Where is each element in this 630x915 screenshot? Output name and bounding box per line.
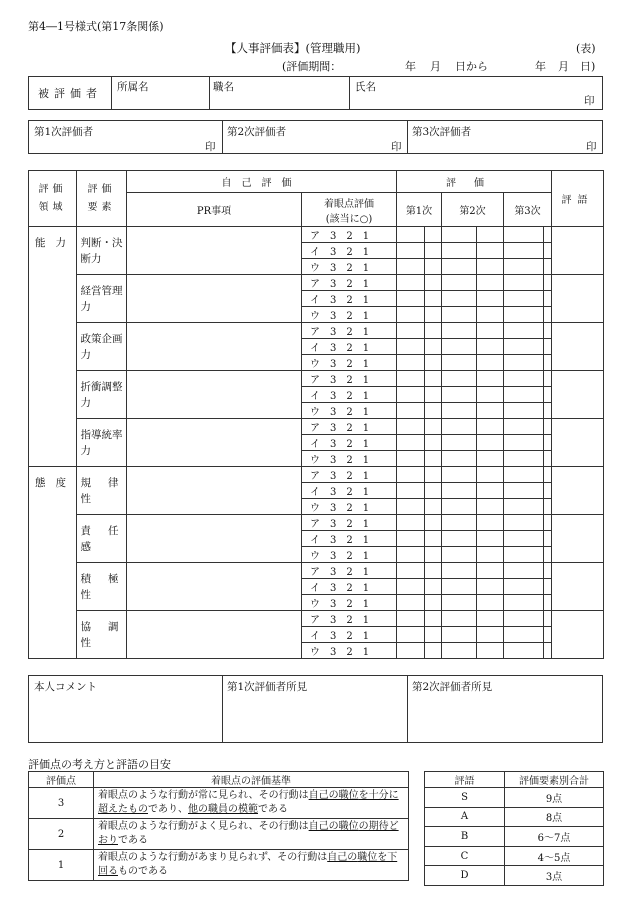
period-month-2: 月 (558, 60, 569, 73)
first-score-cell[interactable] (397, 451, 442, 467)
focus-point-cell[interactable]: ア 3 2 1 (302, 275, 397, 291)
element-cell: 経営管理力 (77, 275, 127, 323)
focus-point-cell[interactable]: ア 3 2 1 (302, 323, 397, 339)
position-label: 職名 (213, 81, 234, 93)
third-score-cell[interactable] (504, 291, 552, 307)
grade-row (425, 788, 604, 808)
first-score-cell[interactable] (397, 579, 442, 595)
focus-point-cell[interactable]: ア 3 2 1 (302, 515, 397, 531)
first-score-cell[interactable] (397, 419, 442, 435)
first-score-cell[interactable] (397, 547, 442, 563)
third-score-cell[interactable] (504, 323, 552, 339)
self-eval-header: 自己評価 (127, 171, 397, 193)
first-score-cell[interactable] (397, 307, 442, 323)
third-score-cell[interactable] (504, 467, 552, 483)
second-score-cell[interactable] (442, 499, 504, 515)
page-title: 【人事評価表】(管理職用) (225, 41, 361, 55)
focus-point-cell[interactable]: イ 3 2 1 (302, 579, 397, 595)
focus-point-cell[interactable]: ウ 3 2 1 (302, 307, 397, 323)
first-score-cell[interactable] (397, 611, 442, 627)
pr-cell[interactable] (127, 275, 302, 323)
second-score-cell[interactable] (442, 291, 504, 307)
second-score-cell[interactable] (442, 323, 504, 339)
focus-point-cell[interactable]: イ 3 2 1 (302, 291, 397, 307)
second-score-cell[interactable] (442, 547, 504, 563)
first-score-cell[interactable] (397, 563, 442, 579)
third-header: 第3次 (504, 193, 552, 227)
table-row (29, 611, 604, 627)
first-score-cell[interactable] (397, 371, 442, 387)
first-score-cell[interactable] (397, 499, 442, 515)
second-score-cell[interactable] (442, 403, 504, 419)
element-cell: 判断・決断力 (77, 227, 127, 275)
second-opinion-label: 第2次評価者所見 (412, 681, 493, 693)
evaluator-3-seal: 印 (586, 141, 597, 153)
first-score-cell[interactable] (397, 259, 442, 275)
focus-point-cell[interactable]: ア 3 2 1 (302, 419, 397, 435)
second-score-cell[interactable] (442, 643, 504, 659)
third-score-cell[interactable] (504, 563, 552, 579)
third-score-cell[interactable] (504, 531, 552, 547)
first-score-cell[interactable] (397, 323, 442, 339)
remarks-cell[interactable] (552, 419, 604, 467)
grade-row (425, 807, 604, 827)
pr-cell[interactable] (127, 323, 302, 371)
second-score-cell[interactable] (442, 227, 504, 243)
third-score-cell[interactable] (504, 595, 552, 611)
third-score-cell[interactable] (504, 547, 552, 563)
second-score-cell[interactable] (442, 627, 504, 643)
focus-point-cell[interactable]: イ 3 2 1 (302, 483, 397, 499)
first-score-cell[interactable] (397, 483, 442, 499)
second-score-cell[interactable] (442, 339, 504, 355)
third-score-cell[interactable] (504, 435, 552, 451)
first-score-cell[interactable] (397, 339, 442, 355)
score-header: 評価点 (29, 772, 94, 788)
grade-cell: C (425, 846, 505, 866)
evaluator-1-seal: 印 (205, 141, 216, 153)
second-score-cell[interactable] (442, 355, 504, 371)
second-score-cell[interactable] (442, 435, 504, 451)
first-opinion-label: 第1次評価者所見 (227, 681, 308, 693)
remarks-cell[interactable] (552, 275, 604, 323)
score-cell: 2 (29, 819, 94, 850)
third-score-cell[interactable] (504, 403, 552, 419)
third-score-cell[interactable] (504, 275, 552, 291)
element-cell: 指導統率力 (77, 419, 127, 467)
evaluatee-box (28, 76, 603, 110)
table-row (29, 371, 604, 387)
remarks-header: 評語 (552, 171, 604, 227)
second-score-cell[interactable] (442, 467, 504, 483)
third-score-cell[interactable] (504, 451, 552, 467)
remarks-cell[interactable] (552, 467, 604, 515)
second-header: 第2次 (442, 193, 504, 227)
element-cell: 規律性 (77, 467, 127, 515)
score-cell: 3 (29, 788, 94, 819)
focus-point-cell[interactable]: ウ 3 2 1 (302, 595, 397, 611)
third-score-cell[interactable] (504, 355, 552, 371)
second-score-cell[interactable] (442, 515, 504, 531)
evaluator-1-label: 第1次評価者 (34, 126, 94, 138)
focus-point-cell[interactable]: イ 3 2 1 (302, 339, 397, 355)
criteria-cell: 着眼点のような行動があまり見られず、その行動は自己の職位を下回るものである (94, 850, 409, 881)
grade-row (425, 827, 604, 847)
name-label: 氏名 (355, 81, 376, 93)
remarks-cell[interactable] (552, 323, 604, 371)
first-score-cell[interactable] (397, 531, 442, 547)
grade-total-cell: 8点 (505, 807, 604, 827)
table-row (29, 227, 604, 243)
remarks-cell[interactable] (552, 227, 604, 275)
grade-cell: B (425, 827, 505, 847)
third-score-cell[interactable] (504, 643, 552, 659)
grade-cell: D (425, 866, 505, 886)
evaluator-2-label: 第2次評価者 (227, 126, 287, 138)
pr-cell[interactable] (127, 611, 302, 659)
first-score-cell[interactable] (397, 627, 442, 643)
criteria-row (29, 850, 409, 881)
criteria-header: 着眼点の評価基準 (94, 772, 409, 788)
remarks-cell[interactable] (552, 371, 604, 419)
dept-label: 所属名 (117, 81, 149, 93)
criteria-cell: 着眼点のような行動が常に見られ、その行動は自己の職位を十分に超えたものであり、他の職員の模範である (94, 788, 409, 819)
score-cell: 1 (29, 850, 94, 881)
third-score-cell[interactable] (504, 243, 552, 259)
col-domain: 評価領域 (29, 171, 77, 227)
grade-table (424, 771, 604, 886)
second-score-cell[interactable] (442, 307, 504, 323)
second-score-cell[interactable] (442, 563, 504, 579)
criteria-table (28, 771, 409, 881)
grade-header: 評語 (425, 772, 505, 788)
second-score-cell[interactable] (442, 451, 504, 467)
grade-row (425, 866, 604, 886)
pr-cell[interactable] (127, 467, 302, 515)
focus-point-cell[interactable]: ウ 3 2 1 (302, 547, 397, 563)
pr-cell[interactable] (127, 371, 302, 419)
grade-cell: A (425, 807, 505, 827)
first-score-cell[interactable] (397, 291, 442, 307)
element-cell: 折衝調整力 (77, 371, 127, 419)
pr-cell[interactable] (127, 563, 302, 611)
period-day-1: 日から (455, 60, 488, 73)
first-score-cell[interactable] (397, 227, 442, 243)
evaluatee-label: 被評価者 (29, 77, 112, 109)
self-comment-label: 本人コメント (34, 681, 97, 693)
second-score-cell[interactable] (442, 419, 504, 435)
third-score-cell[interactable] (504, 483, 552, 499)
pr-items-header: PR事項 (127, 193, 302, 227)
remarks-cell[interactable] (552, 563, 604, 611)
third-score-cell[interactable] (504, 515, 552, 531)
second-score-cell[interactable] (442, 371, 504, 387)
period-day-2: 日) (580, 60, 596, 73)
third-score-cell[interactable] (504, 627, 552, 643)
table-row (29, 419, 604, 435)
third-score-cell[interactable] (504, 259, 552, 275)
table-row (29, 467, 604, 483)
focus-point-cell[interactable]: イ 3 2 1 (302, 387, 397, 403)
grade-total-cell: 9点 (505, 788, 604, 808)
third-score-cell[interactable] (504, 339, 552, 355)
focus-point-cell[interactable]: ア 3 2 1 (302, 227, 397, 243)
first-score-cell[interactable] (397, 243, 442, 259)
focus-point-cell[interactable]: ア 3 2 1 (302, 563, 397, 579)
third-score-cell[interactable] (504, 611, 552, 627)
criteria-row (29, 819, 409, 850)
second-score-cell[interactable] (442, 579, 504, 595)
first-score-cell[interactable] (397, 643, 442, 659)
grade-total-cell: 3点 (505, 866, 604, 886)
focus-point-cell[interactable]: ウ 3 2 1 (302, 355, 397, 371)
focus-eval-header: 着眼点評価 (該当に○) (302, 193, 397, 227)
focus-point-cell[interactable]: イ 3 2 1 (302, 435, 397, 451)
third-score-cell[interactable] (504, 579, 552, 595)
focus-point-cell[interactable]: ウ 3 2 1 (302, 499, 397, 515)
evaluation-table (28, 170, 604, 659)
first-score-cell[interactable] (397, 467, 442, 483)
focus-point-cell[interactable]: ウ 3 2 1 (302, 259, 397, 275)
pr-cell[interactable] (127, 419, 302, 467)
first-score-cell[interactable] (397, 435, 442, 451)
domain-cell: 能力 (29, 227, 77, 467)
criteria-cell: 着眼点のような行動がよく見られ、その行動は自己の職位の期待どおりである (94, 819, 409, 850)
pr-cell[interactable] (127, 515, 302, 563)
period-year-1: 年 (405, 60, 416, 73)
table-row (29, 323, 604, 339)
second-score-cell[interactable] (442, 483, 504, 499)
element-cell: 積極性 (77, 563, 127, 611)
copy-mark: (表) (576, 42, 596, 55)
col-element: 評価要素 (77, 171, 127, 227)
first-score-cell[interactable] (397, 515, 442, 531)
criteria-row (29, 788, 409, 819)
remarks-cell[interactable] (552, 515, 604, 563)
third-score-cell[interactable] (504, 307, 552, 323)
table-row (29, 515, 604, 531)
first-score-cell[interactable] (397, 275, 442, 291)
second-score-cell[interactable] (442, 387, 504, 403)
evaluators-box (28, 120, 603, 154)
element-cell: 責任感 (77, 515, 127, 563)
focus-point-cell[interactable]: ウ 3 2 1 (302, 643, 397, 659)
legend-title: 評価点の考え方と評語の目安 (28, 758, 171, 771)
second-score-cell[interactable] (442, 531, 504, 547)
focus-point-cell[interactable]: イ 3 2 1 (302, 531, 397, 547)
first-score-cell[interactable] (397, 355, 442, 371)
period-label: (評価期間： (282, 60, 342, 73)
second-score-cell[interactable] (442, 275, 504, 291)
period-year-2: 年 (535, 60, 546, 73)
evaluator-2-seal: 印 (391, 141, 402, 153)
first-score-cell[interactable] (397, 595, 442, 611)
total-header: 評価要素別合計 (505, 772, 604, 788)
third-score-cell[interactable] (504, 371, 552, 387)
evaluatee-seal: 印 (584, 95, 595, 107)
table-row (29, 275, 604, 291)
grade-total-cell: 6〜7点 (505, 827, 604, 847)
table-row (29, 563, 604, 579)
second-score-cell[interactable] (442, 611, 504, 627)
element-cell: 協調性 (77, 611, 127, 659)
third-score-cell[interactable] (504, 227, 552, 243)
evaluation-header: 評価 (397, 171, 552, 193)
third-score-cell[interactable] (504, 499, 552, 515)
focus-point-cell[interactable]: ア 3 2 1 (302, 611, 397, 627)
grade-row (425, 846, 604, 866)
remarks-cell[interactable] (552, 611, 604, 659)
third-score-cell[interactable] (504, 387, 552, 403)
third-score-cell[interactable] (504, 419, 552, 435)
first-header: 第1次 (397, 193, 442, 227)
domain-cell: 態度 (29, 467, 77, 659)
first-score-cell[interactable] (397, 387, 442, 403)
element-cell: 政策企画力 (77, 323, 127, 371)
focus-point-cell[interactable]: ウ 3 2 1 (302, 403, 397, 419)
second-score-cell[interactable] (442, 259, 504, 275)
grade-total-cell: 4〜5点 (505, 846, 604, 866)
comments-box (28, 675, 603, 743)
first-score-cell[interactable] (397, 403, 442, 419)
grade-cell: S (425, 788, 505, 808)
pr-cell[interactable] (127, 227, 302, 275)
focus-point-cell[interactable]: ウ 3 2 1 (302, 451, 397, 467)
second-score-cell[interactable] (442, 243, 504, 259)
period-month-1: 月 (430, 60, 441, 73)
second-score-cell[interactable] (442, 595, 504, 611)
focus-point-cell[interactable]: ア 3 2 1 (302, 467, 397, 483)
focus-point-cell[interactable]: イ 3 2 1 (302, 243, 397, 259)
focus-point-cell[interactable]: イ 3 2 1 (302, 627, 397, 643)
focus-point-cell[interactable]: ア 3 2 1 (302, 371, 397, 387)
form-number: 第4―1号様式(第17条関係) (28, 20, 164, 33)
evaluator-3-label: 第3次評価者 (412, 126, 472, 138)
